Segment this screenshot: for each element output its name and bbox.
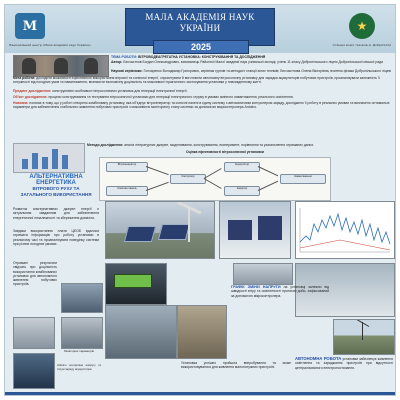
left-text-1: Розвиток альтернативних джерел енергії є актуальним завданням для забезпечення енергетичної незалежності та збереження довкілля. xyxy=(13,207,99,220)
purpose-text: дослідити можливості ефективного використання вітрової та сонячної енергії, спроєктувати й виготовити автономну вітросонячну установку для зарядки акумуляторів побутових пристроїв, проаналізувати залежність її потужності від погодних умов та навантаження, визначити економічну доцільність та можливості практичного застосування установки у повсякденному житті. xyxy=(13,76,380,85)
supervisor-label: Наукові керівники: xyxy=(111,69,143,73)
autonomous-label: АВТОНОМНА РОБОТА xyxy=(295,356,342,361)
left-text-3: Отримані результати свідчать про доцільність використання комбінованих установок для автономного живлення побутових пристроїв. xyxy=(13,261,57,287)
diagram-arrow xyxy=(146,166,169,175)
photo-solar-panels xyxy=(219,201,291,259)
autonomous-block xyxy=(295,357,393,370)
topic-text: ВІТРОВОДЕАГРЕГАТНА УСТАНОВКА: КОНСТРУЮВАННЯ ТА ДОСЛІДЖЕННЯ xyxy=(138,55,266,59)
methods-icon xyxy=(13,143,85,173)
diagram-node-load: Навантаження xyxy=(280,174,326,184)
system-diagram xyxy=(99,157,331,201)
alt-energy-line-3: ВІТРОВОГО РУХУ ТА xyxy=(32,186,80,192)
alt-energy-line-4: ЗАГАЛЬНОГО ВИКОРИСТАННЯ xyxy=(20,191,92,197)
diagram-arrow xyxy=(146,182,169,191)
photo-arduino xyxy=(13,353,55,389)
poster-year: 2025 xyxy=(153,40,249,54)
photo-controller-board xyxy=(61,283,103,313)
diagram-arrow xyxy=(204,168,222,179)
footer-line xyxy=(5,392,395,395)
poster-title-line-1: МАЛА АКАДЕМІЯ НАУК xyxy=(145,12,255,22)
photo-field-installation xyxy=(333,319,395,355)
diagram-arrow xyxy=(258,166,278,176)
subject-text: конструктивні особливості вітросонячних установок для генерації електричної енергії. xyxy=(52,89,188,93)
object-block xyxy=(13,95,391,99)
graph-label: ГРАФІК ЗМІНИ НАПРУГИ xyxy=(231,285,281,289)
caption-monitoring: Моніторинг параметрів xyxy=(64,349,94,353)
academy-logo-caption: Національний центр «Мала академія наук України» xyxy=(9,43,92,47)
authors-label: Автор: xyxy=(111,60,123,64)
supervisor-block xyxy=(111,69,393,73)
authors-block xyxy=(111,60,393,64)
diagram-node-controller: Контролер xyxy=(170,174,206,184)
novelty-label: Новизна: xyxy=(13,101,29,105)
object-label: Об'єкт дослідження: xyxy=(13,95,48,99)
diagram-node-solar: Сонячна панель xyxy=(106,186,148,196)
object-text: процеси конструювання та тестування вітросонячної установки для генерації електричного струму в умовах змінного навантаження, реального освітлення. xyxy=(48,95,294,99)
poster-title-line-2: УКРАЇНИ xyxy=(179,23,221,33)
poster xyxy=(4,4,396,396)
supervisor-text: Гончаренко Володимир Григорович, керівник гуртків та методист станції юних техніків; Бесчастнова Олена Вікторівна, вчитель фізики Добропільського ліцею xyxy=(143,69,392,73)
photo-workshop xyxy=(177,305,227,359)
photo-assembly xyxy=(105,305,177,359)
station-logo-caption: Станція юних техніків м. Добропілля xyxy=(332,43,391,47)
alt-energy-headline xyxy=(13,175,99,209)
photo-components xyxy=(233,263,293,285)
alt-energy-line-1: АЛЬТЕРНАТИВНА xyxy=(29,174,83,180)
photo-device xyxy=(61,317,103,349)
left-text-2: Завдяки використанню плати ЦЕОБ вдалося отримати інформацію про роботу установки в реальному часі та проаналізувати поведінку системи при різних погодних умовах. xyxy=(13,229,99,246)
autonomous-text: установки забезпечує живлення освітлення та заряджання пристроїв при відсутності централізованого електропостачання. xyxy=(295,357,393,370)
station-logo: ★ xyxy=(349,13,375,39)
diagram-arrow xyxy=(258,181,278,191)
results-text: Установка успішно пройшла випробування та може використовуватися для живлення малопотужних пристроїв. xyxy=(181,361,291,370)
authors-text: Бесчастнов Богдан Олександрович, вихованець Районної Малої академії наук учнівської молоді, учень 11 класу Добропільського ліцею Добропільської міської ради xyxy=(123,60,384,64)
photo-battery xyxy=(13,317,55,349)
novelty-text: полягає в тому, що у роботі створено комбіновану установку, яка об'єднує вітрогенератор та сонячні панелі в єдину систему з автоматичним контролером заряду, досліджено її роботу в реальних умовах та визначено оптимальні параметри для забезпечення стабільного живлення побутових пристроїв з можливістю моніторингу стану системи за допомогою мікроконтролера Arduino. xyxy=(13,101,390,110)
authors-photo xyxy=(13,55,109,77)
subject-block xyxy=(13,89,391,93)
methods-text: аналіз літературних джерел, моделювання, конструювання, експеримент, порівняння та узагальнення отриманих даних. xyxy=(124,143,315,147)
diagram-title: Оцінка ефективності вітросонячної установки xyxy=(186,150,264,154)
purpose-block xyxy=(13,76,391,85)
diagram-node-inverter: Інвертор xyxy=(224,186,260,196)
academy-logo: М xyxy=(15,13,45,39)
graph-text: на установці залежно від швидкості вітру та освітленості протягом доби, зафіксований за допомогою мікроконтролера. xyxy=(231,285,329,298)
methods-block xyxy=(87,143,387,147)
photo-wind-turbine-model xyxy=(105,201,215,259)
diagram-arrow xyxy=(204,178,222,189)
graph-block xyxy=(231,285,329,298)
purpose-label: Мета роботи: xyxy=(13,76,36,80)
photo-voltage-chart xyxy=(295,201,395,259)
caption-arduino: Arduino контролює напругу та струм заряду акумулятора. xyxy=(57,363,101,372)
topic-label: ТЕМА РОБОТИ: xyxy=(111,55,138,59)
alt-energy-line-2: ЕНЕРГЕТИКА xyxy=(36,179,76,186)
methods-label: Методи дослідження: xyxy=(87,143,124,147)
diagram-node-battery: Акумулятор xyxy=(224,162,260,172)
subject-label: Предмет дослідження: xyxy=(13,89,52,93)
topic-block xyxy=(111,55,393,59)
novelty-block xyxy=(13,101,391,110)
diagram-node-wind: Вітрогенератор xyxy=(106,162,148,172)
photo-lcd-monitor xyxy=(105,263,167,305)
